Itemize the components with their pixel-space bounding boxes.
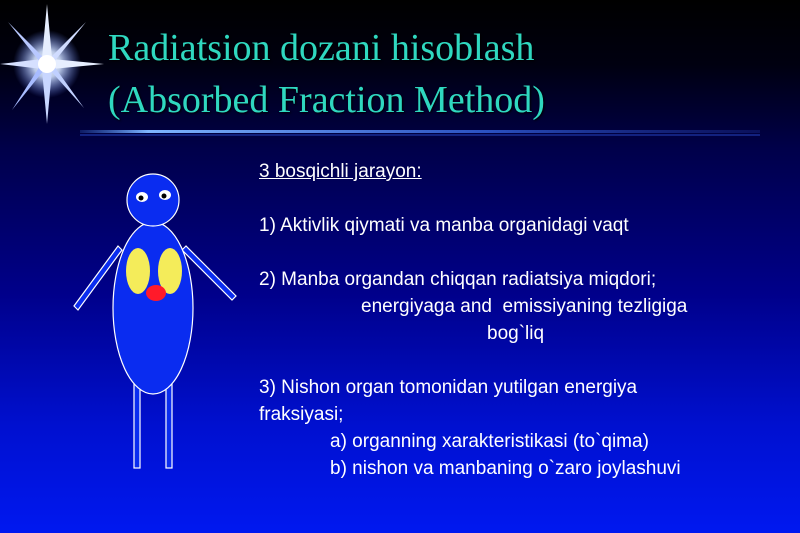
- step-3-line-2: fraksiyasi;: [259, 404, 344, 425]
- spacer: [259, 347, 779, 374]
- content-heading: 3 bosqichli jarayon:: [259, 161, 422, 182]
- human-body-figure: [74, 174, 236, 468]
- step-3-b: b) nishon va manbaning o`zaro joylashuvi: [330, 458, 681, 479]
- spacer: [259, 185, 779, 212]
- right-leg: [166, 384, 172, 468]
- star-burst-icon: [0, 4, 104, 124]
- title-line-1: Radiatsion dozani hisoblash: [108, 27, 535, 69]
- step-1: 1) Aktivlik qiymati va manba organidagi vaqt: [259, 215, 629, 236]
- step-2-line-1: 2) Manba organdan chiqqan radiatsiya miqdori;: [259, 269, 657, 290]
- step-3-a: a) organning xarakteristikasi (to`qima): [330, 431, 649, 452]
- content-body: [259, 158, 779, 482]
- bladder: [146, 285, 166, 301]
- left-leg: [134, 384, 140, 468]
- title-divider: [80, 130, 760, 136]
- slide-title: [108, 22, 788, 126]
- head: [127, 174, 179, 226]
- spacer: [259, 239, 779, 266]
- title-line-2: (Absorbed Fraction Method): [108, 79, 545, 121]
- left-kidney: [126, 248, 150, 294]
- step-3-line-1: 3) Nishon organ tomonidan yutilgan energiya: [259, 377, 638, 398]
- step-2-line-3: bog`liq: [487, 323, 545, 344]
- torso: [113, 222, 193, 394]
- step-2-line-2: energiyaga and emissiyaning tezligiga: [361, 296, 688, 317]
